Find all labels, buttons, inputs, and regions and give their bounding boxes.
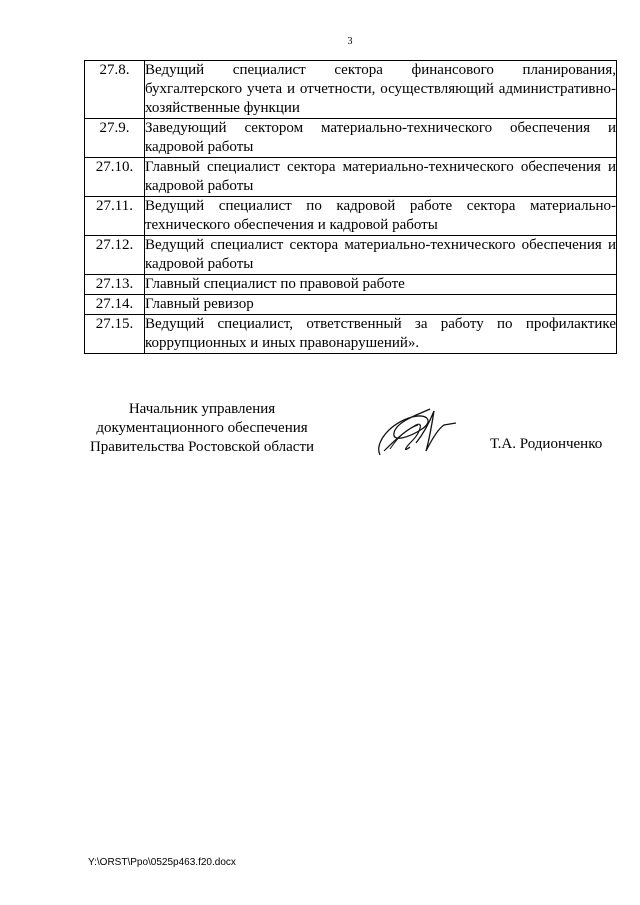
- table-row: [85, 275, 617, 295]
- file-path: Y:\ORST\Ppo\0525p463.f20.docx: [88, 857, 236, 868]
- page-number: 3: [347, 36, 353, 47]
- row-number: 27.14.: [85, 295, 145, 315]
- row-text: Ведущий специалист сектора финансового планирования, бухгалтерского учета и отчетности, осуществляющий административно-хозяйственные функции: [145, 61, 617, 119]
- row-text: Главный специалист по правовой работе: [145, 275, 617, 295]
- table-row: [85, 197, 617, 236]
- table-row: [85, 315, 617, 354]
- signatory-name: Т.А. Родионченко: [490, 436, 603, 452]
- signatory-title: [84, 400, 320, 457]
- row-text: Ведущий специалист по кадровой работе сектора материально-технического обеспечения и кадровой работы: [145, 197, 617, 236]
- row-text: Заведующий сектором материально-технического обеспечения и кадровой работы: [145, 119, 617, 158]
- table-row: [85, 61, 617, 119]
- row-text: Ведущий специалист, ответственный за работу по профилактике коррупционных и иных правонарушений».: [145, 315, 617, 354]
- signatory-title-line: Правительства Ростовской области: [89, 439, 315, 455]
- row-number: 27.8.: [85, 61, 145, 119]
- signatory-title-line: документационного обеспечения: [96, 420, 308, 436]
- signatory-title-line: Начальник управления: [128, 401, 276, 417]
- row-number: 27.15.: [85, 315, 145, 354]
- row-text: Главный специалист сектора материально-технического обеспечения и кадровой работы: [145, 158, 617, 197]
- positions-table: [84, 60, 617, 354]
- row-number: 27.12.: [85, 236, 145, 275]
- row-text: Главный ревизор: [145, 295, 617, 315]
- row-text: Ведущий специалист сектора материально-технического обеспечения и кадровой работы: [145, 236, 617, 275]
- signature-scribble-icon: [372, 403, 462, 463]
- table-row: [85, 295, 617, 315]
- row-number: 27.11.: [85, 197, 145, 236]
- handwritten-signature: [372, 403, 462, 468]
- row-number: 27.9.: [85, 119, 145, 158]
- table-row: [85, 236, 617, 275]
- row-number: 27.10.: [85, 158, 145, 197]
- table-row: [85, 158, 617, 197]
- table-row: [85, 119, 617, 158]
- row-number: 27.13.: [85, 275, 145, 295]
